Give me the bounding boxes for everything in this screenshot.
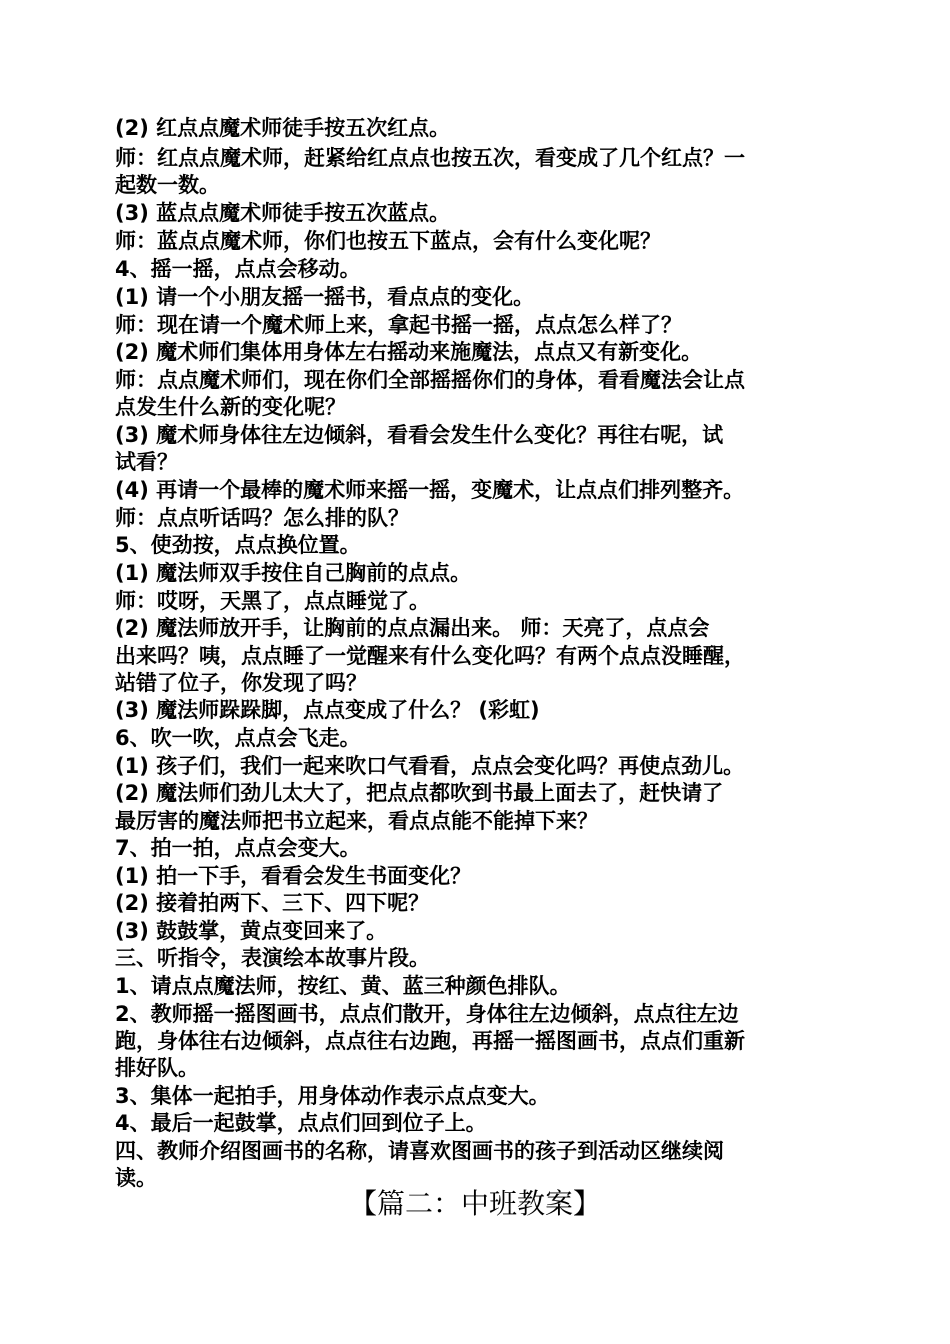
text-line: 师：点点听话吗？怎么排的队？ — [115, 506, 409, 530]
text-line: 最厉害的魔法师把书立起来，看点点能不能掉下来？ — [115, 809, 598, 833]
text-line: 师：点点魔术师们，现在你们全部摇摇你们的身体，看看魔法会让点 — [115, 368, 745, 392]
text-line: 出来吗？咦，点点睡了一觉醒来有什么变化吗？有两个点点没睡醒， — [115, 644, 745, 668]
text-line: 5、使劲按，点点换位置。 — [115, 533, 361, 557]
text-line: (2) 接着拍两下、三下、四下呢？ — [115, 891, 430, 915]
text-line: 2、教师摇一摇图画书，点点们散开，身体往左边倾斜，点点往左边 — [115, 1002, 739, 1026]
text-line: (2) 魔法师们劲儿太大了，把点点都吹到书最上面去了，赶快请了 — [115, 781, 724, 805]
text-line: (1) 拍一下手，看看会发生书面变化？ — [115, 864, 472, 888]
text-line: 4、摇一摇，点点会移动。 — [115, 257, 361, 281]
text-line: 点发生什么新的变化呢？ — [115, 395, 346, 419]
text-line: (3) 鼓鼓掌，黄点变回来了。 — [115, 919, 388, 943]
text-line: (4) 再请一个最棒的魔术师来摇一摇，变魔术，让点点们排列整齐。 — [115, 478, 745, 502]
text-line: 起数一数。 — [115, 173, 220, 197]
text-line: 读。 — [115, 1166, 157, 1190]
text-line: 师：红点点魔术师，赶紧给红点点也按五次，看变成了几个红点？一 — [115, 146, 745, 170]
text-line: 7、拍一拍，点点会变大。 — [115, 836, 361, 860]
text-line: 3、集体一起拍手，用身体动作表示点点变大。 — [115, 1084, 550, 1108]
text-line: (1) 魔法师双手按住自己胸前的点点。 — [115, 561, 472, 585]
text-line: (2) 红点点魔术师徒手按五次红点。 — [115, 116, 451, 140]
text-line: (3) 蓝点点魔术师徒手按五次蓝点。 — [115, 201, 451, 225]
text-line: 四、教师介绍图画书的名称，请喜欢图画书的孩子到活动区继续阅 — [115, 1139, 724, 1163]
section-heading: 【篇二：中班教案】 — [348, 1187, 601, 1220]
text-line: (3) 魔法师跺跺脚，点点变成了什么？ (彩虹) — [115, 698, 540, 722]
text-line: 师：现在请一个魔术师上来，拿起书摇一摇，点点怎么样了？ — [115, 313, 682, 337]
text-line: 站错了位子，你发现了吗？ — [115, 671, 367, 695]
text-line: (2) 魔术师们集体用身体左右摇动来施魔法，点点又有新变化。 — [115, 340, 703, 364]
text-line: (1) 孩子们，我们一起来吹口气看看，点点会变化吗？再使点劲儿。 — [115, 754, 745, 778]
text-line: 6、吹一吹，点点会飞走。 — [115, 726, 361, 750]
text-line: 1、请点点魔法师，按红、黄、蓝三种颜色排队。 — [115, 974, 571, 998]
text-line: 师：蓝点点魔术师，你们也按五下蓝点，会有什么变化呢？ — [115, 229, 661, 253]
text-line: (2) 魔法师放开手，让胸前的点点漏出来。 师：天亮了，点点会 — [115, 616, 710, 640]
text-line: 试看？ — [115, 450, 178, 474]
text-line: 师：哎呀，天黑了，点点睡觉了。 — [115, 589, 430, 613]
text-line: (1) 请一个小朋友摇一摇书，看点点的变化。 — [115, 285, 535, 309]
text-line: 排好队。 — [115, 1056, 199, 1080]
text-line: 4、最后一起鼓掌，点点们回到位子上。 — [115, 1111, 487, 1135]
text-line: (3) 魔术师身体往左边倾斜，看看会发生什么变化？再往右呢，试 — [115, 423, 724, 447]
text-line: 三、听指令，表演绘本故事片段。 — [115, 946, 430, 970]
text-line: 跑，身体往右边倾斜，点点往右边跑，再摇一摇图画书，点点们重新 — [115, 1029, 745, 1053]
